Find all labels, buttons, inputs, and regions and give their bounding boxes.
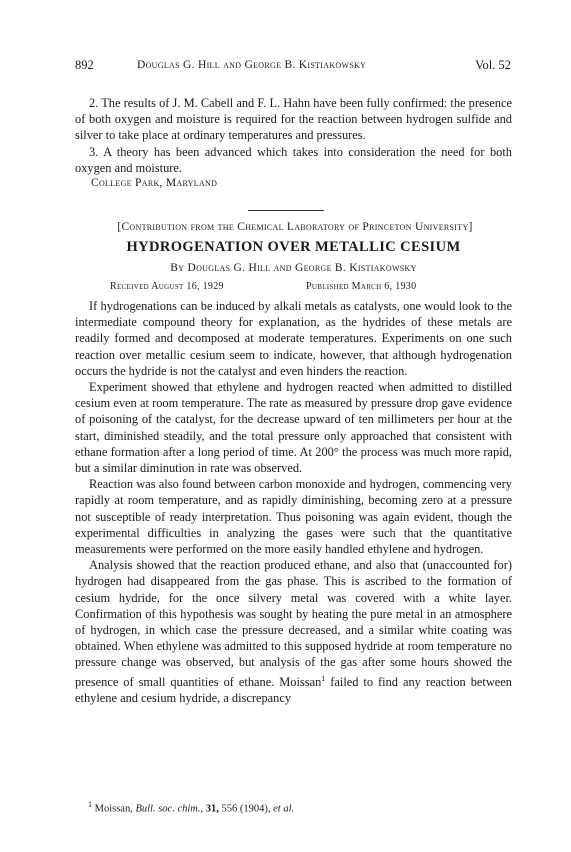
- page-header: [75, 58, 511, 74]
- section-divider: [248, 210, 324, 211]
- conclusion-3: 3. A theory has been advanced which takes into consideration the need for both oxygen and moisture.: [75, 144, 512, 175]
- body-paragraph-2: Experiment showed that ethylene and hydrogen reacted when admitted to distilled cesium even at room temperature. The rate as measured by pressure drop gave evidence of poisoning of the catalyst, for the decrease upward of ten millimeters per hour at the start, diminished steadily, and the total pressure only approached that consistent with ethane formation after a long period of time. At 200° the process was much more rapid, but a similar diminution in rate was observed.: [75, 380, 512, 476]
- footnote: [88, 800, 294, 815]
- footnote-ref: 1: [321, 673, 326, 683]
- author-location: College Park, Maryland: [91, 177, 218, 189]
- received-date: Received August 16, 1929: [110, 281, 224, 292]
- footnote-etal: et al.: [273, 803, 295, 815]
- article-title: HYDROGENATION OVER METALLIC CESIUM: [126, 239, 461, 255]
- footnote-pages: 556 (1904),: [221, 803, 271, 815]
- running-head: Douglas G. Hill and George B. Kistiakowsky: [137, 59, 367, 71]
- conclusion-2: 2. The results of J. M. Cabell and F. L. Hahn have been fully confirmed: the presence of both oxygen and moisture is required for the reaction between hydrogen sulfide and silver to take place at ordinary temperatures and pressures.: [75, 96, 512, 143]
- para4-text-a: Analysis showed that the reaction produced ethane, and also that (unaccounted for) hydrogen had disappeared from the gas phase. This is ascribed to the formation of cesium hydride, for the once silvery metal was covered with a white layer. Confirmation of this hypothesis was sought by heating the pure metal in an atmosphere of hydrogen, in which case the pressure decreased, and a similar white coating was obtained. When ethylene was admitted to this supposed hydride at room temperature no pressure change was observed, but analysis of the gas after some hours showed the presence of small quantities of ethane. Moissan: [75, 558, 512, 689]
- body-paragraph-3: Reaction was also found between carbon monoxide and hydrogen, commencing very rapidly at room temperature, and as rapidly diminishing, becoming zero at a pressure not susceptible of ready interpretation. Thus poisoning was again evident, though the experimental difficulties in analyzing the gases were such that the quantitative measurements were performed on the more easily handled ethylene and hydrogen.: [75, 477, 512, 557]
- body-paragraph-1: If hydrogenations can be induced by alkali metals as catalysts, one would look to the intermediate compound theory for explanation, as the hydrides of these metals are readily formed and decomposed at moderate temperatures. Experiments on one such reaction over metallic cesium seem to indicate, however, that although hydrogenation occurs the hydride is not the catalyst and even hinders the reaction.: [75, 299, 512, 378]
- article-byline: By Douglas G. Hill and George B. Kistiakowsky: [170, 262, 417, 274]
- footnote-author: Moissan,: [94, 803, 133, 815]
- previous-article-conclusions: [75, 95, 512, 176]
- page-number: 892: [75, 58, 94, 72]
- laboratory-contribution: [Contribution from the Chemical Laboratory of Princeton University]: [117, 221, 473, 233]
- article-body: [75, 298, 512, 706]
- volume-label: Vol. 52: [475, 58, 511, 72]
- body-paragraph-4: [75, 557, 512, 706]
- footnote-volume: 31,: [205, 803, 219, 815]
- footnote-marker: 1: [88, 800, 92, 809]
- para4-text-b: failed to find any reaction between ethylene and cesium hydride, a discrepancy: [75, 674, 512, 705]
- published-date: Published March 6, 1930: [306, 281, 417, 292]
- footnote-journal: Bull. soc. chim.,: [135, 803, 204, 815]
